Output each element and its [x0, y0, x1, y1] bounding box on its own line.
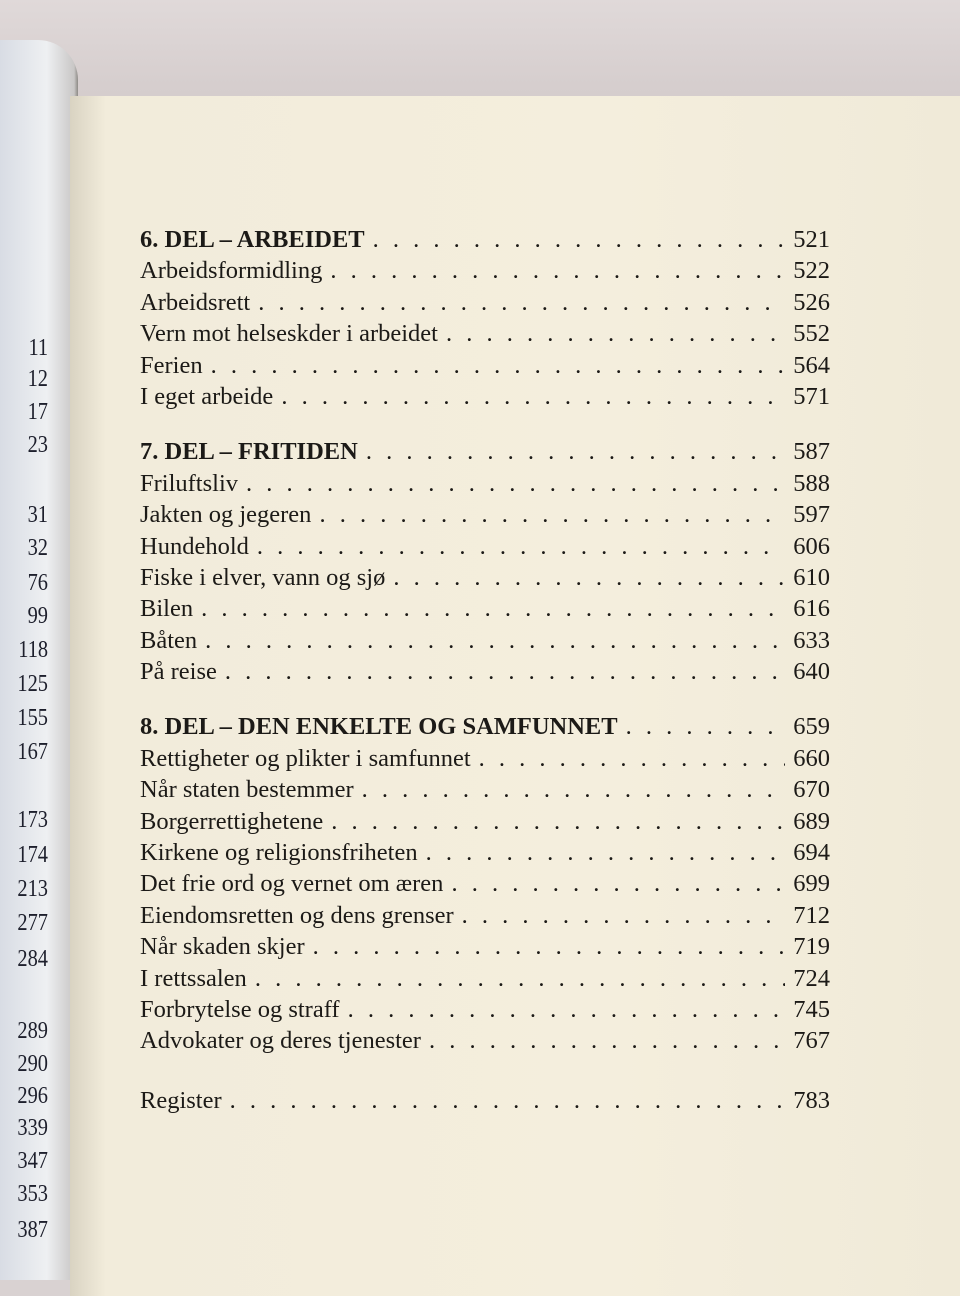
page-number: 719 — [793, 933, 830, 961]
dot-leader — [331, 808, 785, 836]
toc-entry[interactable] — [140, 595, 830, 626]
left-page — [0, 40, 78, 1280]
page-number: 689 — [793, 807, 830, 835]
toc-entry[interactable] — [140, 533, 830, 564]
left-page-number: 118 — [18, 637, 48, 663]
toc-entry[interactable] — [140, 965, 830, 996]
left-page-number: 12 — [27, 366, 48, 392]
dot-leader — [429, 1027, 785, 1055]
toc-entry[interactable] — [140, 808, 830, 839]
page-number: 640 — [793, 658, 830, 686]
page-number: 699 — [793, 870, 830, 898]
page-number: 526 — [793, 288, 830, 316]
left-page-number: 347 — [17, 1148, 48, 1174]
page-number: 616 — [793, 595, 830, 623]
page-number: 571 — [793, 382, 830, 410]
dot-leader — [626, 713, 786, 741]
section-heading[interactable] — [140, 713, 830, 744]
left-page-number: 213 — [17, 876, 48, 902]
toc-entry[interactable] — [140, 627, 830, 658]
toc-entry[interactable] — [140, 902, 830, 933]
dot-leader — [257, 533, 785, 561]
toc-entry[interactable] — [140, 289, 830, 320]
toc-entry[interactable] — [140, 933, 830, 964]
toc-entry[interactable] — [140, 383, 830, 414]
page-number: 610 — [793, 563, 830, 591]
section-heading[interactable] — [140, 226, 830, 257]
page-number: 783 — [793, 1086, 830, 1114]
dot-leader — [230, 1087, 786, 1115]
entry-title: Hundehold — [140, 532, 249, 560]
page-number: 522 — [793, 257, 830, 285]
dot-leader — [393, 564, 785, 592]
toc-entry[interactable] — [140, 320, 830, 351]
left-page-number: 167 — [17, 739, 48, 765]
toc-entry[interactable] — [140, 501, 830, 532]
left-page-number: 296 — [17, 1083, 48, 1109]
entry-title: Eiendomsretten og dens grenser — [140, 901, 454, 929]
left-page-number: 155 — [17, 705, 48, 731]
toc-entry[interactable] — [140, 1027, 830, 1058]
dot-leader — [205, 627, 785, 655]
toc-section — [140, 226, 830, 414]
page-number: 694 — [793, 839, 830, 867]
page-number: 670 — [793, 776, 830, 804]
dot-leader — [462, 902, 786, 930]
toc-entry[interactable] — [140, 470, 830, 501]
dot-leader — [366, 438, 785, 466]
page-number: 521 — [793, 226, 830, 253]
dot-leader — [211, 352, 786, 380]
dot-leader — [246, 470, 785, 498]
dot-leader — [255, 965, 785, 993]
dot-leader — [373, 226, 786, 254]
toc-entry[interactable] — [140, 658, 830, 689]
entry-title: Bilen — [140, 595, 194, 623]
left-page-number: 125 — [17, 671, 48, 697]
left-page-number: 290 — [17, 1051, 48, 1077]
toc-entry[interactable] — [140, 776, 830, 807]
dot-leader — [362, 776, 786, 804]
left-page-number: 99 — [27, 603, 48, 629]
dot-leader — [201, 595, 785, 623]
toc-entry[interactable] — [140, 352, 830, 383]
dot-leader — [258, 289, 785, 317]
dot-leader — [330, 257, 785, 285]
background — [0, 0, 960, 110]
dot-leader — [426, 839, 786, 867]
left-page-number: 23 — [27, 432, 48, 458]
left-page-number: 11 — [28, 335, 48, 361]
entry-title: 7. DEL – FRITIDEN — [140, 438, 358, 466]
entry-title: Forbrytelse og straff — [140, 995, 340, 1023]
left-page-number: 174 — [17, 842, 48, 868]
left-page-number: 353 — [17, 1181, 48, 1207]
entry-title: Kirkene og religionsfriheten — [140, 839, 418, 867]
toc-entry[interactable] — [140, 564, 830, 595]
left-page-number: 31 — [27, 502, 48, 528]
toc-entry[interactable] — [140, 257, 830, 288]
dot-leader — [451, 870, 785, 898]
entry-title: Register — [140, 1086, 222, 1114]
entry-title: Vern mot helseskder i arbeidet — [140, 320, 438, 348]
page-number: 564 — [793, 351, 830, 379]
toc-entry[interactable] — [140, 745, 830, 776]
page-number: 659 — [793, 713, 830, 741]
dot-leader — [281, 383, 785, 411]
page-number: 588 — [793, 469, 830, 497]
dot-leader — [446, 320, 785, 348]
page-number: 767 — [793, 1027, 830, 1055]
toc-entry[interactable] — [140, 996, 830, 1027]
dot-leader — [225, 658, 785, 686]
entry-title: Fiske i elver, vann og sjø — [140, 563, 386, 591]
left-page-number: 387 — [17, 1217, 48, 1243]
page-number: 712 — [793, 901, 830, 929]
entry-title: Rettigheter og plikter i samfunnet — [140, 744, 471, 772]
left-page-number: 289 — [17, 1018, 48, 1044]
toc-section — [140, 713, 830, 1058]
toc-section — [140, 438, 830, 689]
dot-leader — [319, 501, 785, 529]
entry-title: I eget arbeide — [140, 382, 274, 410]
page-number: 606 — [793, 532, 830, 560]
page-number: 552 — [793, 320, 830, 348]
entry-title: Det frie ord og vernet om æren — [140, 870, 444, 898]
dot-leader — [479, 745, 786, 773]
entry-title: Når staten bestemmer — [140, 776, 354, 804]
entry-title: 6. DEL – ARBEIDET — [140, 226, 365, 253]
left-page-number: 32 — [27, 535, 48, 561]
left-page-number: 173 — [17, 807, 48, 833]
register-entry[interactable] — [140, 1087, 830, 1118]
page-number: 660 — [793, 744, 830, 772]
entry-title: Arbeidsrett — [140, 288, 251, 316]
left-page-number: 284 — [17, 946, 48, 972]
left-page-number: 339 — [17, 1115, 48, 1141]
entry-title: Advokater og deres tjenester — [140, 1027, 421, 1055]
entry-title: Friluftsliv — [140, 469, 239, 497]
entry-title: Jakten og jegeren — [140, 501, 312, 529]
page-number: 587 — [793, 438, 830, 466]
page-number: 745 — [793, 995, 830, 1023]
table-of-contents — [140, 226, 830, 1118]
left-page-number: 277 — [17, 910, 48, 936]
entry-title: På reise — [140, 658, 217, 686]
entry-title: Når skaden skjer — [140, 933, 305, 961]
page-number: 633 — [793, 626, 830, 654]
entry-title: Ferien — [140, 351, 203, 379]
dot-leader — [348, 996, 786, 1024]
toc-entry[interactable] — [140, 839, 830, 870]
left-page-number: 17 — [27, 399, 48, 425]
page-number: 724 — [793, 964, 830, 992]
entry-title: Borgerrettighetene — [140, 807, 324, 835]
entry-title: Båten — [140, 626, 198, 654]
section-heading[interactable] — [140, 438, 830, 469]
page-number: 597 — [793, 501, 830, 529]
dot-leader — [313, 933, 786, 961]
entry-title: Arbeidsformidling — [140, 257, 323, 285]
toc-entry[interactable] — [140, 870, 830, 901]
entry-title: I rettssalen — [140, 964, 247, 992]
entry-title: 8. DEL – DEN ENKELTE OG SAMFUNNET — [140, 713, 618, 741]
left-page-number: 76 — [27, 570, 48, 596]
